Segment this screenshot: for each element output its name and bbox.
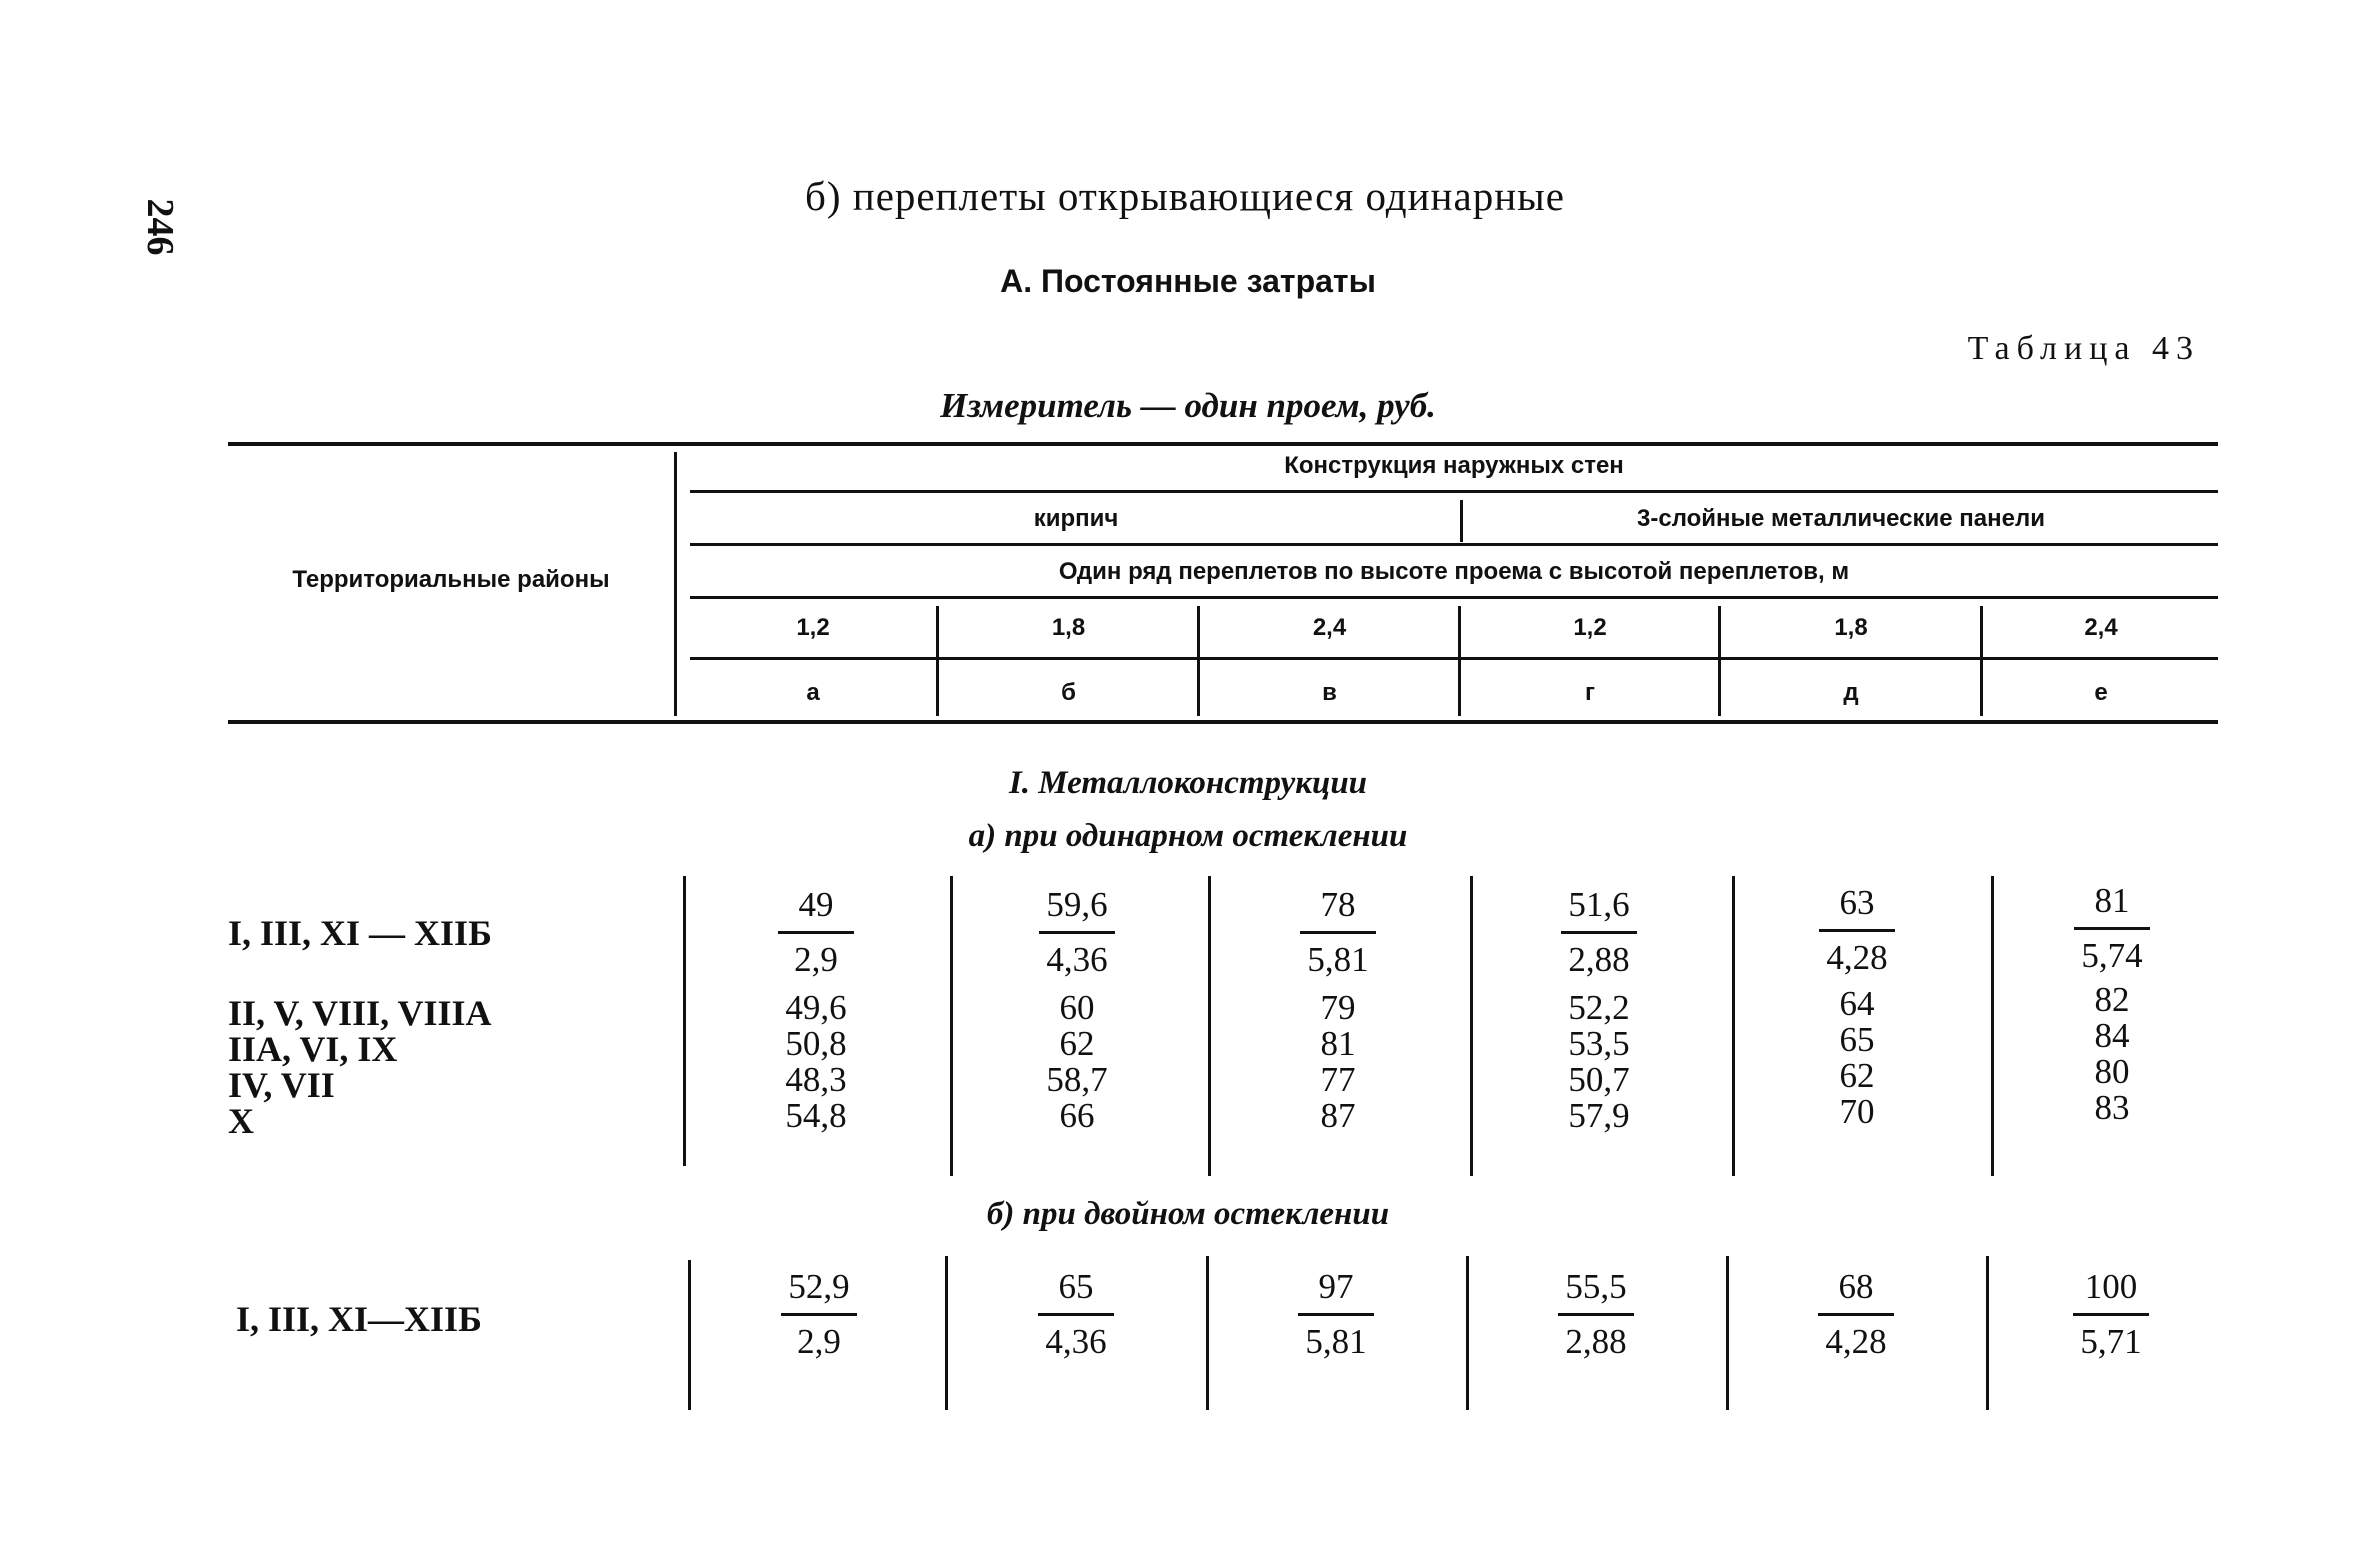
fraction-cell: [1797, 881, 1917, 980]
numerator: 51,6: [1568, 885, 1630, 924]
fraction-cell: [1278, 883, 1398, 982]
rule: [1726, 1256, 1729, 1410]
height-a: 1,2: [796, 614, 830, 641]
table-cell: 49,6: [785, 988, 847, 1027]
header-bottom-rule: [228, 720, 2218, 724]
subtitle: А. Постоянные затраты: [1000, 263, 1376, 299]
row-label: I, III, XI—XIIБ: [236, 1299, 482, 1339]
section-title-metal: I. Металлоконструкции: [1008, 765, 1368, 801]
numerator: 81: [2094, 881, 2130, 920]
measure-caption: Измеритель — один проем, руб.: [940, 386, 1436, 425]
fraction-bar: [1038, 1313, 1114, 1316]
column-d-values: [1797, 986, 1917, 1130]
denominator: 5,81: [1307, 940, 1369, 979]
rule: [1980, 606, 1983, 716]
letter-g: г: [1585, 679, 1595, 706]
letter-e: е: [2094, 679, 2108, 706]
rule: [1466, 1256, 1469, 1410]
rule: [690, 657, 2218, 660]
table-cell: 79: [1320, 988, 1356, 1027]
column-g-values: [1539, 990, 1659, 1134]
table-cell: 52,2: [1568, 988, 1630, 1027]
rule: [1470, 876, 1473, 1176]
wall-type-panels: 3-слойные металлические панели: [1637, 505, 2045, 532]
rule: [1991, 876, 1994, 1176]
row-label: IV, VII: [228, 1065, 335, 1105]
table-label: Таблица 43: [1967, 330, 2200, 367]
rule: [950, 876, 953, 1176]
numerator: 97: [1318, 1267, 1354, 1306]
section-title: б) переплеты открывающиеся одинарные: [805, 173, 1565, 219]
rule: [1718, 606, 1721, 716]
denominator: 5,81: [1305, 1322, 1367, 1361]
table-cell: 82: [2094, 980, 2130, 1019]
row-label: IIA, VI, IX: [228, 1029, 398, 1069]
fraction-bar: [781, 1313, 857, 1316]
table-cell: 87: [1320, 1096, 1356, 1135]
numerator: 59,6: [1046, 885, 1108, 924]
letter-b: б: [1061, 679, 1076, 706]
height-e: 2,4: [2084, 614, 2118, 641]
row-label-header: Территориальные районы: [292, 566, 610, 593]
denominator: 4,36: [1046, 940, 1108, 979]
numerator: 63: [1839, 883, 1875, 922]
table-cell: 81: [1320, 1024, 1356, 1063]
fraction-cell: [1276, 1265, 1396, 1364]
fraction-cell: [2052, 879, 2172, 978]
numerator: 68: [1838, 1267, 1874, 1306]
fraction-bar: [778, 931, 854, 934]
fraction-bar: [1039, 931, 1115, 934]
height-d: 1,8: [1834, 614, 1868, 641]
denominator: 4,28: [1826, 938, 1888, 977]
rule: [690, 596, 2218, 599]
table-cell: 50,7: [1568, 1060, 1630, 1099]
fraction-cell: [1539, 883, 1659, 982]
denominator: 5,74: [2081, 936, 2143, 975]
denominator: 4,28: [1825, 1322, 1887, 1361]
table-cell: 66: [1059, 1096, 1095, 1135]
group-header: Конструкция наружных стен: [1284, 452, 1624, 479]
denominator: 2,88: [1565, 1322, 1627, 1361]
rule: [1208, 876, 1211, 1176]
fraction-cell: [756, 883, 876, 982]
table-cell: 70: [1839, 1092, 1875, 1131]
fraction-bar: [1298, 1313, 1374, 1316]
table-cell: 48,3: [785, 1060, 847, 1099]
fraction-cell: [2051, 1265, 2171, 1364]
table-cell: 53,5: [1568, 1024, 1630, 1063]
numerator: 100: [2084, 1267, 2138, 1306]
numerator: 78: [1320, 885, 1356, 924]
rule: [683, 876, 686, 1166]
height-b: 1,8: [1051, 614, 1086, 641]
single-glazing-title: а) при одинарном остеклении: [968, 818, 1408, 854]
table-cell: 60: [1059, 988, 1095, 1027]
fraction-cell: [1796, 1265, 1916, 1364]
table-cell: 62: [1059, 1024, 1095, 1063]
letter-a: а: [806, 679, 820, 706]
table-cell: 80: [2094, 1052, 2130, 1091]
numerator: 49: [798, 885, 834, 924]
rule: [936, 606, 939, 716]
fraction-cell: [1536, 1265, 1656, 1364]
fraction-bar: [2074, 927, 2150, 930]
fraction-bar: [1558, 1313, 1634, 1316]
fraction-bar: [1300, 931, 1376, 934]
rule: [690, 490, 2218, 493]
fraction-cell: [759, 1265, 879, 1364]
table-cell: 64: [1839, 984, 1875, 1023]
column-v-values: [1278, 990, 1398, 1134]
table-cell: 62: [1839, 1056, 1875, 1095]
fraction-cell: [1016, 1265, 1136, 1364]
wall-type-brick: кирпич: [1033, 505, 1119, 532]
rule: [1986, 1256, 1989, 1410]
fraction-bar: [1819, 929, 1895, 932]
rule: [1732, 876, 1735, 1176]
table-cell: 84: [2094, 1016, 2130, 1055]
row-label: X: [228, 1101, 254, 1141]
rule: [1458, 606, 1461, 716]
header-top-rule: [228, 442, 2218, 446]
numerator: 65: [1058, 1267, 1094, 1306]
table-cell: 65: [1839, 1020, 1875, 1059]
double-glazing-title: б) при двойном остеклении: [986, 1196, 1390, 1232]
height-v: 2,4: [1312, 614, 1347, 641]
denominator: 4,36: [1045, 1322, 1107, 1361]
table-cell: 57,9: [1568, 1096, 1630, 1135]
fraction-bar: [1561, 931, 1637, 934]
fraction-bar: [1818, 1313, 1894, 1316]
table-cell: 83: [2094, 1088, 2130, 1127]
denominator: 5,71: [2080, 1322, 2142, 1361]
table-cell: 77: [1320, 1060, 1356, 1099]
height-g: 1,2: [1573, 614, 1607, 641]
rule: [945, 1256, 948, 1410]
letter-d: д: [1843, 679, 1859, 706]
table-cell: 54,8: [785, 1096, 847, 1135]
rule: [690, 543, 2218, 546]
table-cell: 50,8: [785, 1024, 847, 1063]
denominator: 2,9: [797, 1322, 841, 1361]
row-label: II, V, VIII, VIIIA: [228, 993, 492, 1033]
numerator: 55,5: [1565, 1267, 1627, 1306]
column-e-values: [2052, 982, 2172, 1126]
fraction-cell: [1017, 883, 1137, 982]
denominator: 2,88: [1568, 940, 1630, 979]
rule: [1460, 500, 1463, 542]
header-divider: [674, 452, 677, 716]
rule: [688, 1260, 691, 1410]
numerator: 52,9: [788, 1267, 850, 1306]
letter-v: в: [1322, 679, 1337, 706]
table-cell: 58,7: [1046, 1060, 1108, 1099]
page-number: 246: [139, 198, 181, 256]
column-b-values: [1017, 990, 1137, 1134]
column-a-values: [756, 990, 876, 1134]
row-description: Один ряд переплетов по высоте проема с высотой переплетов, м: [1058, 558, 1850, 585]
rule: [1197, 606, 1200, 716]
denominator: 2,9: [794, 940, 838, 979]
row-label: I, III, XI — XIIБ: [228, 913, 492, 953]
fraction-bar: [2073, 1313, 2149, 1316]
rule: [1206, 1256, 1209, 1410]
